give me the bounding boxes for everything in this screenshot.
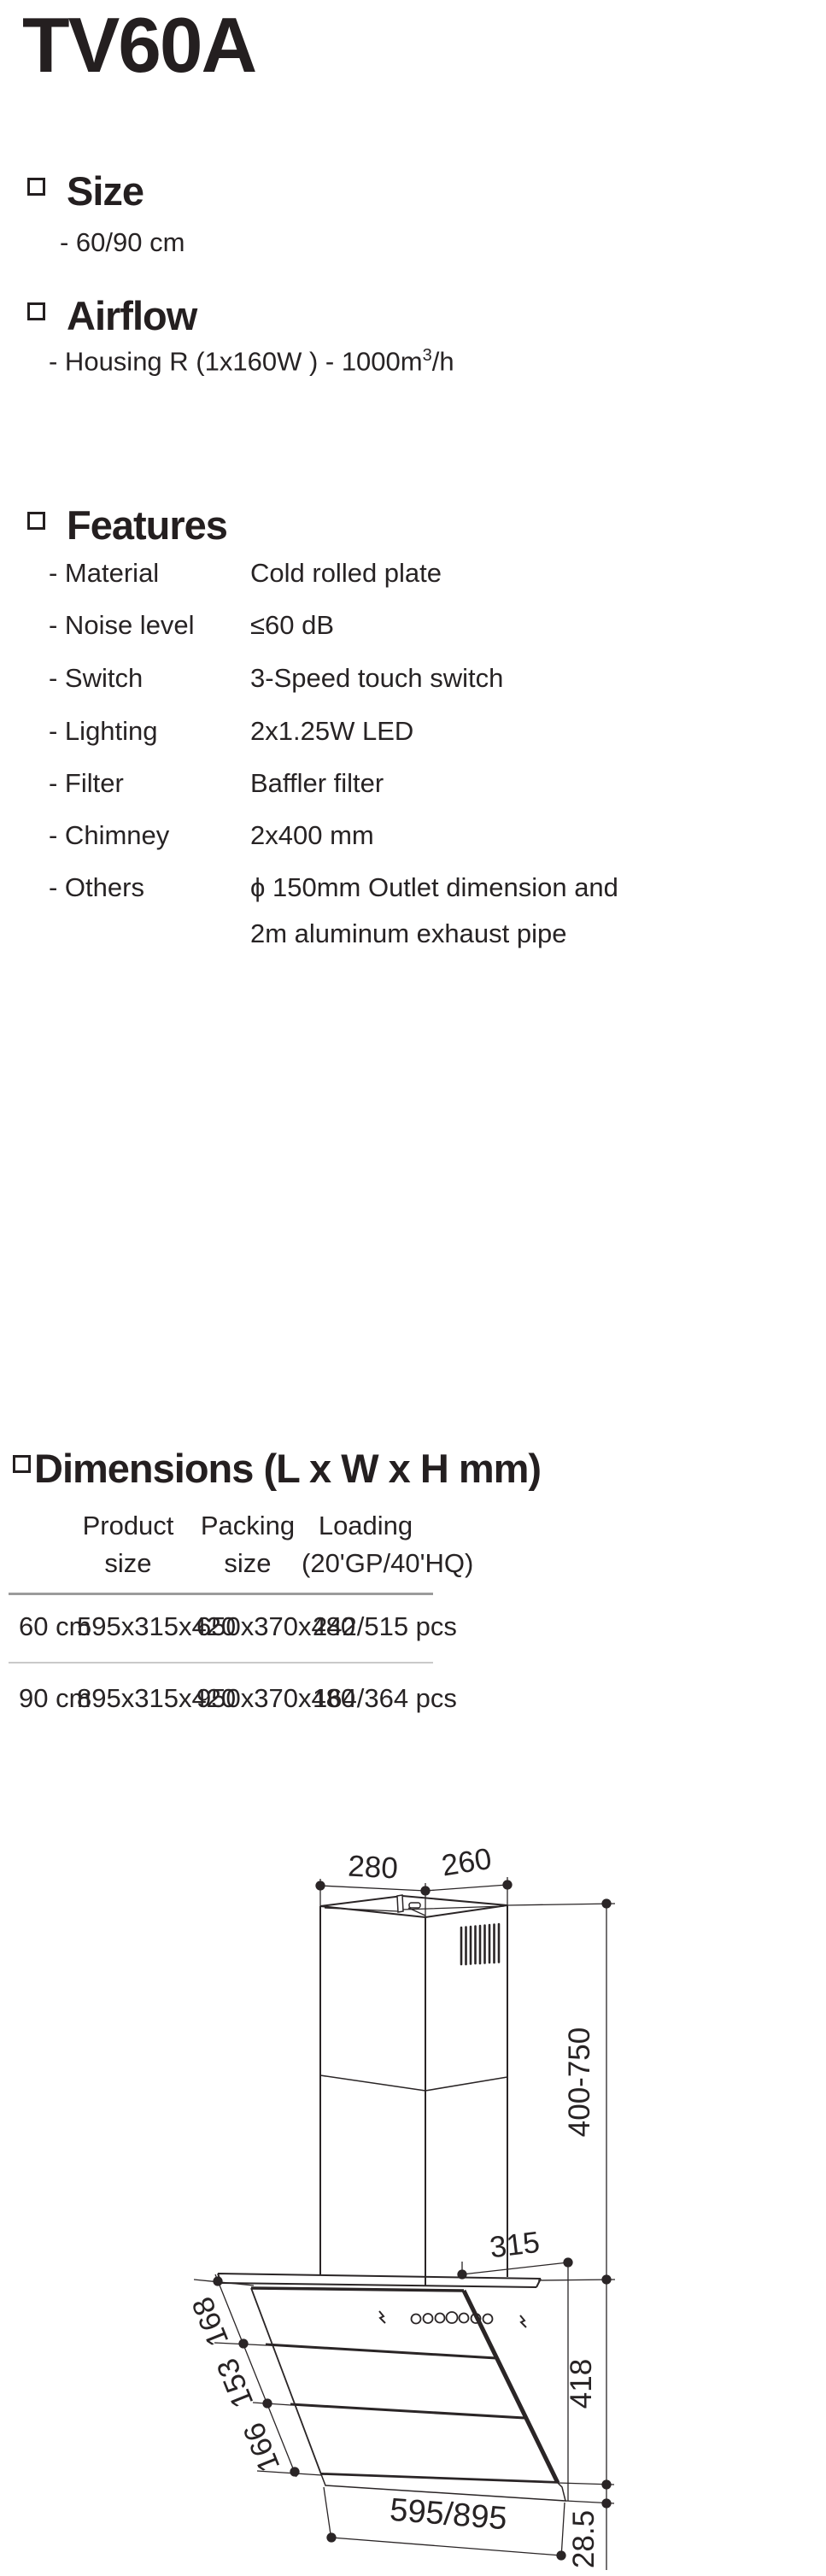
row-packing-size: 650x370x480 — [196, 1611, 356, 1641]
feature-row — [0, 820, 826, 854]
feature-label: - Filter — [49, 768, 124, 798]
motor-icon — [520, 2315, 526, 2327]
feature-value: ≤60 dB — [250, 610, 335, 640]
feature-label: - Chimney — [49, 820, 170, 850]
feature-value: Baffler filter — [250, 768, 384, 798]
dim-label: 595/895 — [388, 2491, 509, 2538]
col-header-loading: Loading — [318, 1511, 413, 1540]
page-title: TV60A — [22, 3, 256, 89]
section-title-size: Size — [67, 168, 144, 214]
feature-row — [0, 610, 826, 644]
row-size: 90 cm — [19, 1683, 91, 1713]
feature-value: 2x1.25W LED — [250, 716, 414, 746]
feature-value: ϕ 150mm Outlet dimension and — [250, 872, 618, 902]
touch-control-panel — [379, 2311, 526, 2327]
row-size: 60 cm — [19, 1611, 91, 1641]
col-header-product-2: size — [104, 1548, 152, 1578]
vent-grille-icon — [461, 1924, 499, 1964]
feature-value-line2: 2m aluminum exhaust pipe — [250, 918, 567, 948]
section-bullet-icon — [27, 302, 45, 320]
airflow-value-sup: 3 — [422, 346, 432, 365]
table-rule — [9, 1662, 433, 1664]
feature-label: - Switch — [49, 663, 144, 693]
motor-icon — [379, 2311, 385, 2323]
section-title-dimensions: Dimensions (L x W x H mm) — [34, 1446, 542, 1491]
section-bullet-icon — [13, 1455, 31, 1473]
feature-label: - Material — [49, 558, 160, 588]
feature-label: - Lighting — [49, 716, 158, 746]
section-bullet-icon — [27, 512, 45, 530]
row-packing-size: 950x370x480 — [196, 1683, 356, 1713]
dimension-labels — [185, 1842, 600, 2568]
col-header-product: Product — [82, 1511, 174, 1540]
section-title-airflow: Airflow — [67, 293, 197, 338]
feature-value: 3-Speed touch switch — [250, 663, 504, 693]
dim-label: 315 — [488, 2225, 542, 2265]
dim-label: 400-750 — [563, 2027, 596, 2138]
row-product-size: 595x315x420 — [77, 1611, 237, 1641]
col-header-loading-2: (20'GP/40'HQ) — [302, 1548, 474, 1578]
feature-row — [0, 558, 826, 592]
airflow-value-tail: /h — [431, 346, 454, 377]
section-title-features: Features — [67, 502, 227, 548]
dim-label: 280 — [347, 1849, 399, 1886]
row-loading: 242/515 pcs — [313, 1611, 457, 1641]
dim-label: 260 — [439, 1841, 495, 1883]
feature-row — [0, 768, 826, 802]
feature-row — [0, 663, 826, 697]
table-rule — [9, 1593, 433, 1595]
dim-label: 166 — [237, 2417, 287, 2477]
feature-label: - Others — [49, 872, 144, 902]
row-loading: 164/364 pcs — [313, 1683, 457, 1713]
feature-value: Cold rolled plate — [250, 558, 442, 588]
section-bullet-icon — [27, 178, 45, 196]
airflow-value-main: - Housing R (1x160W ) - 1000m — [49, 346, 423, 377]
row-product-size: 895x315x420 — [77, 1683, 237, 1713]
feature-value: 2x400 mm — [250, 820, 374, 850]
dim-label: 153 — [210, 2353, 261, 2413]
feature-label: - Noise level — [49, 610, 195, 640]
size-value: - 60/90 cm — [60, 227, 185, 257]
feature-row — [0, 716, 826, 750]
col-header-packing-2: size — [224, 1548, 272, 1578]
airflow-value — [49, 346, 454, 377]
col-header-packing: Packing — [200, 1511, 296, 1540]
dim-label: 168 — [185, 2291, 236, 2351]
technical-drawing — [0, 1820, 826, 2576]
feature-row — [0, 872, 826, 907]
dim-label: 28.5 — [567, 2509, 600, 2569]
dim-label: 418 — [565, 2358, 598, 2409]
